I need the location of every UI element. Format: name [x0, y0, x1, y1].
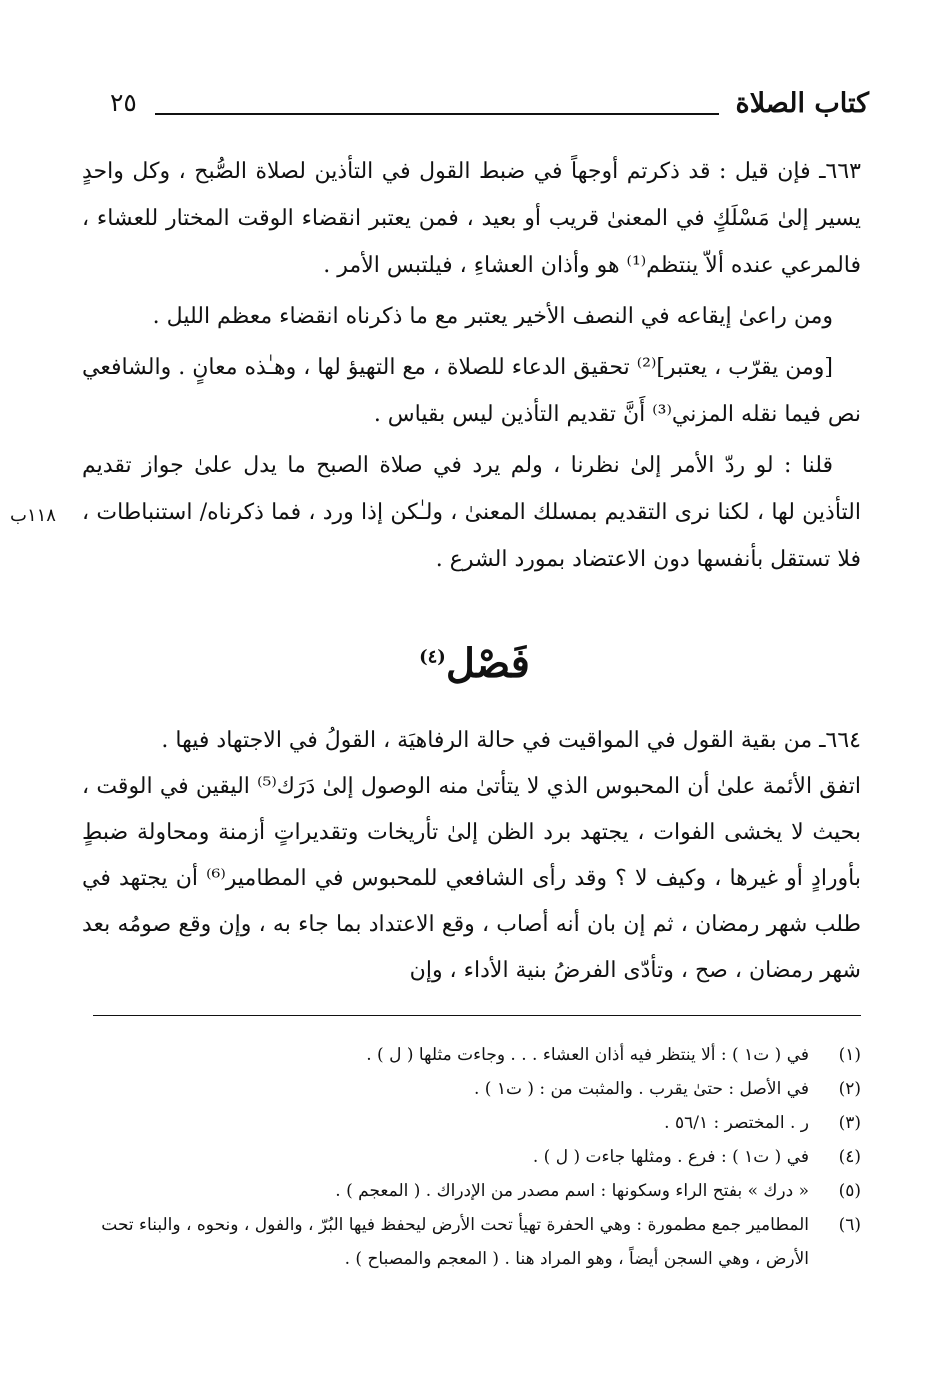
footnote	[80, 1072, 861, 1106]
footnote-text: في ( ت١ ) : فرع . ومثلها جاءت ( ل ) .	[532, 1147, 809, 1167]
paragraph: اتفق الأئمة علىٰ أن المحبوس الذي لا يتأتىٰ منه الوصول إلىٰ دَرَك⁽⁵⁾ اليقين في الوقت ، بحيث لا يخشى الفوات ، يجتهد برد الظن إلىٰ تأريخات وتقديراتٍ أزمنة ومحاولة ضبطٍ بأورادٍ أو غيرها ، وكيف لا ؟ وقد رأى الشافعي للمحبوس في المطامير⁽⁶⁾ أن يجتهد في طلب شهر رمضان ، ثم إن بان أنه أصاب ، وقع الاعتداد بما جاء به ، وإن وقع صومُه بعد شهر رمضان ، صح ، وتأدّى الفرضُ بنية الأداء ، وإن	[82, 774, 862, 983]
footnote	[80, 1140, 861, 1174]
footnote-text: المطامير جمع مطمورة : وهي الحفرة تهيأ تحت الأرض ليحفظ فيها البُرّ ، والفول ، ونحوه ، والبناء تحت الأرض ، وهي السجن أيضاً ، وهو المراد هنا . ( المعجم والمصباح ) .	[101, 1215, 809, 1269]
footnote-rule	[93, 1015, 861, 1016]
manuscript-folio-note: ١١٨ب	[10, 505, 56, 526]
footnote-number: (٥)	[838, 1181, 861, 1201]
footnote	[80, 1208, 861, 1276]
footnote-text: في ( ت١ ) : ألا ينتظر فيه أذان العشاء . . . وجاءت مثلها ( ل ) .	[366, 1045, 809, 1065]
footnotes	[80, 1038, 861, 1276]
paragraph-663: ٦٦٣ـ فإن قيل : قد ذكرتم أوجهاً في ضبط القول في التأذين لصلاة الصُّبح ، وكل واحدٍ يسير إلىٰ مَسْلَكٍ في المعنىٰ قريب أو بعيد ، فمن يعتبر انقضاء الوقت المختار للعشاء ، فالمرعي عنده ألاّ ينتظم⁽¹⁾ هو وأذان العشاءِ ، فيلتبس الأمر .	[82, 159, 861, 278]
section-heading	[0, 640, 949, 687]
running-title: كتاب الصلاة	[735, 88, 869, 119]
footnote-number: (٢)	[838, 1079, 861, 1099]
page-number: ٢٥	[110, 88, 137, 117]
footnote	[80, 1174, 861, 1208]
section-title: فَصْل	[445, 640, 530, 687]
footnote-number: (١)	[838, 1045, 861, 1065]
footnote-text: ر . المختصر : ٥٦/١ .	[664, 1113, 809, 1133]
page-header	[100, 88, 869, 128]
header-rule	[155, 113, 719, 115]
paragraph: [ومن يقرّب ، يعتبر]⁽²⁾ تحقيق الدعاء للصلاة ، مع التهيؤ لها ، وهـٰذه معانٍ . والشافعي نص فيما نقله المزني⁽³⁾ أَنَّ تقديم التأذين ليس بقياس .	[82, 355, 861, 427]
section-footnote-ref: (٤)	[419, 646, 446, 668]
footnote-number: (٦)	[838, 1215, 861, 1235]
paragraph-664: ٦٦٤ـ من بقية القول في المواقيت في حالة الرفاهيَة ، القولُ في الاجتهاد فيها .	[161, 728, 861, 753]
footnote-number: (٤)	[838, 1147, 861, 1167]
footnote-text: « درك » بفتح الراء وسكونها : اسم مصدر من الإدراك . ( المعجم ) .	[335, 1181, 809, 1201]
main-text	[82, 148, 861, 587]
footnote-number: (٣)	[838, 1113, 861, 1133]
footnote-text: في الأصل : حتىٰ يقرب . والمثبت من : ( ت١ ) .	[473, 1079, 809, 1099]
footnote	[80, 1038, 861, 1072]
paragraph: قلنا : لو ردّ الأمر إلىٰ نظرنا ، ولم يرد في صلاة الصبح ما يدل علىٰ جواز تقديم التأذين لها ، لكنا نرى التقديم بمسلك المعنىٰ ، ولـٰكن إذا ورد ، فما ذكرناه/ استنباطات ، فلا تستقل بأنفسها دون الاعتضاد بمورد الشرع .	[82, 453, 861, 572]
footnote	[80, 1106, 861, 1140]
paragraph: ومن راعىٰ إيقاعه في النصف الأخير يعتبر مع ما ذكرناه انقضاء معظم الليل .	[152, 304, 833, 329]
main-text-2	[82, 718, 861, 994]
